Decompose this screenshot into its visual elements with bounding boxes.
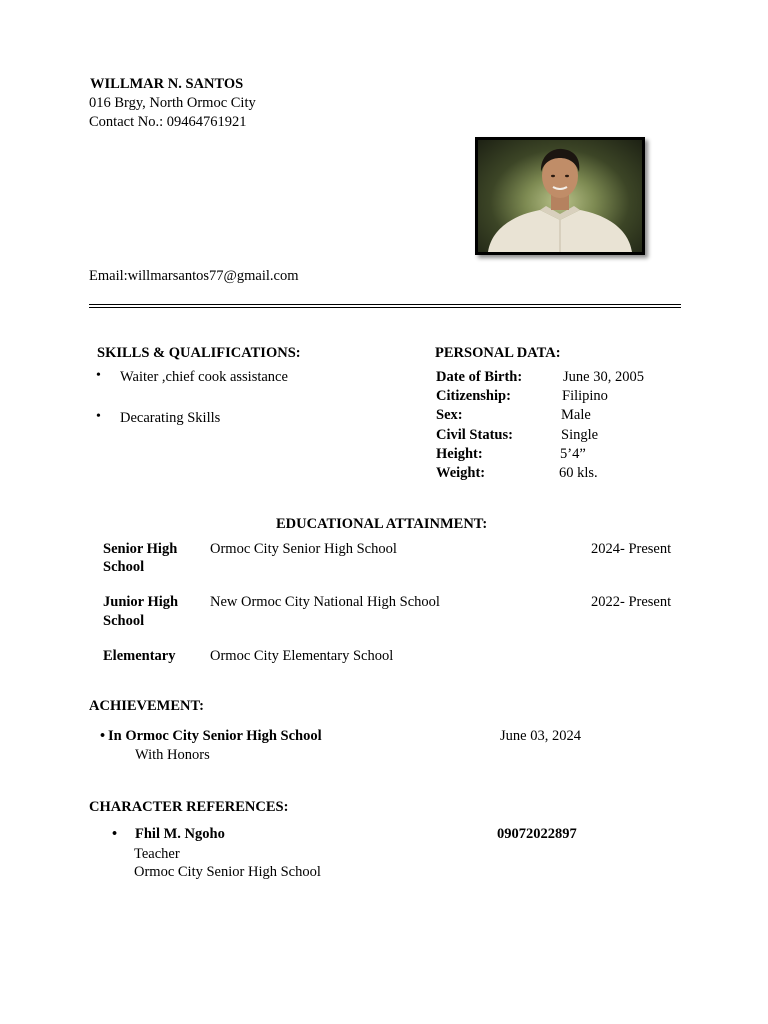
person-portrait-image (478, 140, 642, 252)
education-heading: EDUCATIONAL ATTAINMENT: (276, 516, 488, 532)
reference-bullet: • (112, 826, 118, 842)
achievement-date: June 03, 2024 (500, 728, 581, 744)
education-level-cont: School (103, 613, 145, 629)
education-level-cont: School (103, 559, 145, 575)
reference-name: Fhil M. Ngoho (135, 826, 225, 842)
header-divider-thin (89, 307, 681, 308)
sex-label: Sex: (436, 407, 463, 423)
dob-value: June 30, 2005 (563, 369, 644, 385)
education-level: Junior High (103, 594, 179, 610)
skills-heading: SKILLS & QUALIFICATIONS: (97, 345, 301, 361)
education-level: Elementary (103, 648, 176, 664)
personal-data-heading: PERSONAL DATA: (435, 345, 561, 361)
reference-role: Teacher (134, 846, 180, 862)
applicant-address: 016 Brgy, North Ormoc City (89, 95, 256, 111)
reference-school: Ormoc City Senior High School (134, 864, 321, 880)
skill-item: Decarating Skills (120, 410, 221, 426)
achievement-award: With Honors (135, 747, 210, 763)
education-years: 2024- Present (591, 541, 672, 557)
education-level: Senior High (103, 541, 178, 557)
achievement-school: In Ormoc City Senior High School (108, 728, 322, 744)
applicant-contact: Contact No.: 09464761921 (89, 114, 247, 130)
height-value: 5’4” (560, 446, 586, 462)
applicant-photo (475, 137, 645, 255)
citizenship-value: Filipino (562, 388, 608, 404)
dob-label: Date of Birth: (436, 369, 523, 385)
applicant-name: WILLMAR N. SANTOS (90, 76, 244, 92)
references-heading: CHARACTER REFERENCES: (89, 799, 289, 815)
citizenship-label: Citizenship: (436, 388, 511, 404)
civil-status-label: Civil Status: (436, 427, 513, 443)
sex-value: Male (561, 407, 591, 423)
skill-bullet: • (96, 368, 101, 383)
education-school: Ormoc City Elementary School (210, 648, 394, 664)
skill-bullet: • (96, 409, 101, 424)
reference-phone: 09072022897 (497, 826, 577, 842)
applicant-email: Email:willmarsantos77@gmail.com (89, 268, 299, 284)
education-school: New Ormoc City National High School (210, 594, 440, 610)
achievement-bullet: • (100, 728, 106, 744)
weight-value: 60 kls. (559, 465, 598, 481)
height-label: Height: (436, 446, 483, 462)
header-divider (89, 304, 681, 305)
education-school: Ormoc City Senior High School (210, 541, 397, 557)
civil-status-value: Single (561, 427, 599, 443)
achievement-heading: ACHIEVEMENT: (89, 698, 204, 714)
education-years: 2022- Present (591, 594, 672, 610)
weight-label: Weight: (436, 465, 486, 481)
skill-item: Waiter ,chief cook assistance (120, 369, 288, 385)
